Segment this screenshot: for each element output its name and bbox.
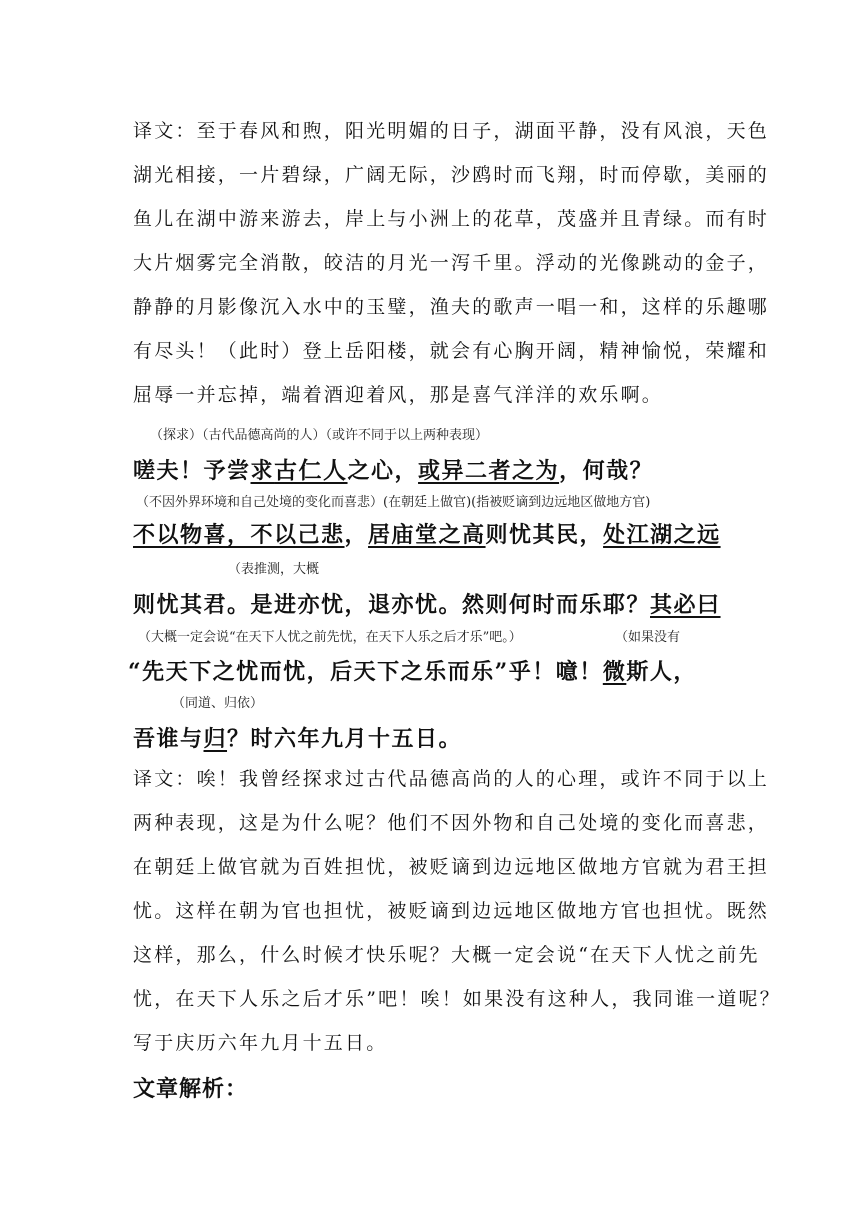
translation-2-line-4: 忧。这样在朝为官也担忧，被贬谪到边远地区做地方官也担忧。既然 — [133, 900, 770, 922]
annotation-line-5: （如果没有 — [615, 630, 681, 645]
annotation-line-3: （表推测，大概 — [228, 562, 320, 577]
original-text: ？时六年九月十五日。 — [227, 726, 463, 752]
original-text: 之心， — [347, 458, 419, 484]
underlined-word: 归 — [203, 726, 228, 752]
underlined-word: 古仁人 — [274, 458, 348, 484]
annotation-line-1: （探求）（古代品德高尚的人）（或许不同于以上两种表现） — [150, 428, 489, 443]
translation-1-line-3: 鱼儿在湖中游来游去，岸上与小洲上的花草，茂盛并且青绿。而有时 — [133, 208, 770, 230]
original-text: 则忧其民， — [485, 522, 604, 548]
translation-1-line-7: 屈辱一并忘掉，端着酒迎着风，那是喜气洋洋的欢乐啊。 — [133, 384, 664, 406]
translation-2-line-6: 忧，在天下人乐之后才乐”吧！唉！如果没有这种人，我同谁一道呢？ — [133, 988, 781, 1010]
original-text: 嗟夫！予尝 — [133, 458, 251, 484]
original-text: 斯人， — [626, 659, 697, 685]
original-text: 则忧其君。是进亦忧，退亦忧。然则何时而乐耶？ — [133, 592, 651, 618]
underlined-phrase: 居庙堂之高 — [368, 522, 486, 548]
underlined-phrase: 不以物喜，不以己悲 — [133, 522, 345, 548]
annotation-line-4: （大概一定会说“在天下人忧之前先忧，在天下人乐之后才乐”吧。） — [138, 630, 522, 645]
original-line-5 — [133, 722, 462, 753]
original-line-3 — [133, 588, 721, 619]
underlined-phrase: 处江湖之远 — [603, 522, 721, 548]
translation-2-line-3: 在朝廷上做官就为百姓担忧，被贬谪到边远地区做地方官就为君王担 — [133, 856, 770, 878]
original-text: 吾谁与 — [133, 726, 204, 752]
translation-1-line-4: 大片烟雾完全消散，皎洁的月光一泻千里。浮动的光像跳动的金子， — [133, 252, 770, 274]
original-text: “先天下之忧而忧，后天下之乐而乐”乎！噫！ — [128, 659, 603, 685]
original-line-2 — [133, 518, 721, 549]
translation-1-line-5: 静静的月影像沉入水中的玉璧，渔夫的歌声一唱一和，这样的乐趣哪 — [133, 296, 770, 318]
translation-2-line-5: 这样，那么，什么时候才快乐呢？大概一定会说“在天下人忧之前先 — [133, 944, 760, 966]
translation-2-line-2: 两种表现，这是为什么呢？他们不因外物和自己处境的变化而喜悲， — [133, 812, 770, 834]
translation-1-line-6: 有尽头！（此时）登上岳阳楼，就会有心胸开阔，精神愉悦，荣耀和 — [133, 340, 770, 362]
underlined-word: 求 — [250, 458, 275, 484]
annotation-line-6: （同道、归依） — [172, 696, 264, 711]
section-heading: 文章解析： — [133, 1076, 249, 1102]
underlined-phrase: 其必曰 — [650, 592, 721, 618]
underlined-word: 微 — [602, 659, 627, 685]
original-line-4 — [128, 655, 697, 686]
translation-1-line-1: 译文：至于春风和煦，阳光明媚的日子，湖面平静，没有风浪，天色 — [133, 120, 770, 142]
original-text: ， — [344, 522, 369, 548]
translation-1-line-2: 湖光相接，一片碧绿，广阔无际，沙鸥时而飞翔，时而停歇，美丽的 — [133, 164, 770, 186]
original-text: ，何哉？ — [559, 458, 654, 484]
translation-2-line-7: 写于庆历六年九月十五日。 — [133, 1032, 388, 1054]
translation-2-line-1: 译文：唉！我曾经探求过古代品德高尚的人的心理，或许不同于以上 — [133, 768, 770, 790]
original-line-1 — [133, 452, 653, 485]
underlined-phrase: 或异二者之为 — [418, 458, 560, 484]
annotation-line-2: （不因外界环境和自己处境的变化而喜悲）(在朝廷上做官)(指被贬谪到边远地区做地方官) — [136, 495, 651, 510]
